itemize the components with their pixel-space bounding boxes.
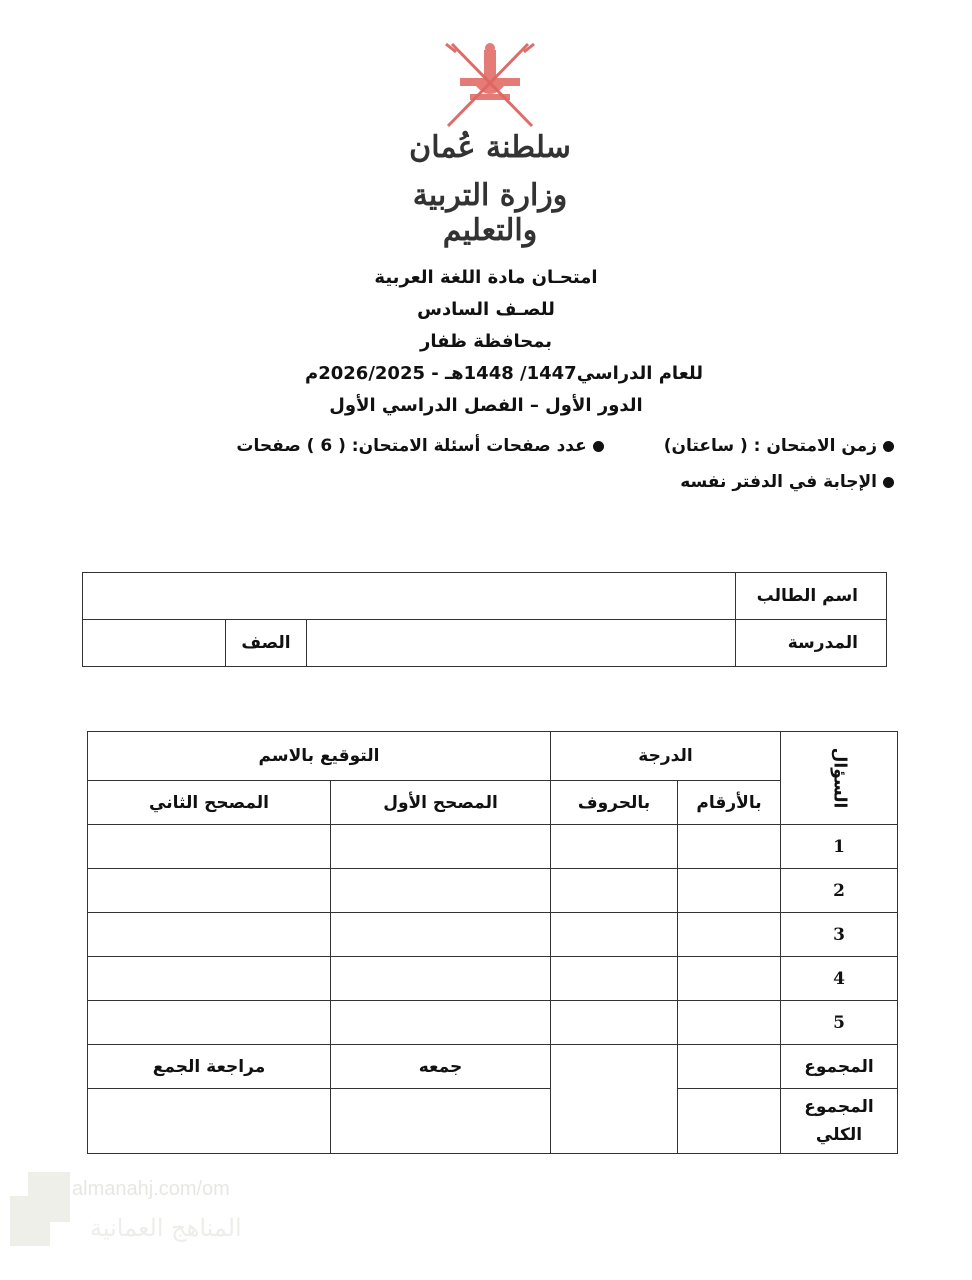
exam-header: [0, 262, 972, 422]
school-field[interactable]: [307, 620, 736, 667]
table-row: [88, 1001, 898, 1045]
question-number: 3: [781, 913, 898, 957]
second-corrector-header: المصحح الثاني: [88, 781, 331, 825]
second-corrector-cell[interactable]: [88, 869, 331, 913]
watermark-url: almanahj.com/om: [72, 1178, 230, 1200]
student-name-field[interactable]: [83, 573, 736, 620]
grade-header: الدرجة: [551, 732, 781, 781]
watermark-text: المناهج العمانية: [90, 1214, 242, 1242]
first-corrector-cell[interactable]: [331, 957, 551, 1001]
exam-grade: للصـف السادس: [417, 299, 555, 320]
ministry-logo: [362, 38, 618, 248]
class-label: الصف: [226, 620, 307, 667]
grade-digits-cell[interactable]: [678, 957, 781, 1001]
table-row: [88, 825, 898, 869]
grand-total-row: [88, 1089, 898, 1154]
bullet-icon: [883, 441, 894, 452]
signature-header: التوقيع بالاسم: [88, 732, 551, 781]
school-label: المدرسة: [736, 620, 887, 667]
instructions-list: [236, 428, 894, 500]
exam-session: الدور الأول – الفصل الدراسي الأول: [329, 395, 643, 416]
grade-letters-cell[interactable]: [551, 913, 678, 957]
student-info-table: [82, 572, 887, 667]
second-corrector-cell[interactable]: [88, 913, 331, 957]
total-letters-cell[interactable]: [551, 1045, 678, 1154]
table-row: [88, 913, 898, 957]
grade-letters-cell[interactable]: [551, 869, 678, 913]
first-corrector-cell[interactable]: [331, 1001, 551, 1045]
instruction-item: عدد صفحات أسئلة الامتحان: ( 6 ) صفحات: [236, 436, 603, 456]
student-name-label: اسم الطالب: [736, 573, 887, 620]
bullet-icon: [593, 441, 604, 452]
first-corrector-cell[interactable]: [331, 913, 551, 957]
grade-digits-cell[interactable]: [678, 1001, 781, 1045]
sum-review-label: مراجعة الجمع: [88, 1045, 331, 1089]
sum-label: جمعه: [331, 1045, 551, 1089]
logo-line-sultanate: سلطنة عُمان: [409, 130, 571, 165]
oman-emblem-icon: [362, 38, 618, 130]
second-corrector-cell[interactable]: [88, 957, 331, 1001]
exam-title: امتحـان مادة اللغة العربية: [374, 267, 598, 288]
instruction-item: الإجابة في الدفتر نفسه: [680, 472, 894, 492]
first-corrector-cell[interactable]: [331, 825, 551, 869]
total-row: [88, 1045, 898, 1089]
question-number: 5: [781, 1001, 898, 1045]
grade-digits-cell[interactable]: [678, 869, 781, 913]
grade-letters-cell[interactable]: [551, 1001, 678, 1045]
question-number: 1: [781, 825, 898, 869]
second-corrector-cell[interactable]: [88, 1001, 331, 1045]
total-digits-cell[interactable]: [678, 1045, 781, 1089]
academic-year: للعام الدراسي1447/ 1448هـ - 2026/2025م: [305, 363, 703, 384]
second-corrector-cell[interactable]: [88, 825, 331, 869]
grade-letters-header: بالحروف: [551, 781, 678, 825]
bullet-icon: [883, 477, 894, 488]
sum-signature-cell[interactable]: [331, 1089, 551, 1154]
first-corrector-cell[interactable]: [331, 869, 551, 913]
grade-digits-cell[interactable]: [678, 913, 781, 957]
logo-line-ministry: وزارة التربية والتعليم: [412, 178, 568, 248]
instruction-item: زمن الامتحان : ( ساعتان): [664, 436, 894, 456]
question-header: السؤال: [781, 732, 898, 825]
question-number: 2: [781, 869, 898, 913]
total-label: المجموع: [781, 1045, 898, 1089]
grade-letters-cell[interactable]: [551, 825, 678, 869]
grand-total-label: المجموع الكلي: [781, 1089, 898, 1154]
watermark-logo-block: [10, 1196, 50, 1246]
grade-letters-cell[interactable]: [551, 957, 678, 1001]
question-number: 4: [781, 957, 898, 1001]
grade-digits-cell[interactable]: [678, 825, 781, 869]
first-corrector-header: المصحح الأول: [331, 781, 551, 825]
class-field[interactable]: [83, 620, 226, 667]
exam-governorate: بمحافظة ظفار: [419, 331, 553, 352]
table-row: [88, 869, 898, 913]
watermark: [10, 1172, 270, 1262]
grades-table: [87, 731, 898, 1154]
sum-review-signature-cell[interactable]: [88, 1089, 331, 1154]
grand-total-digits-cell[interactable]: [678, 1089, 781, 1154]
grade-digits-header: بالأرقام: [678, 781, 781, 825]
table-row: [88, 957, 898, 1001]
